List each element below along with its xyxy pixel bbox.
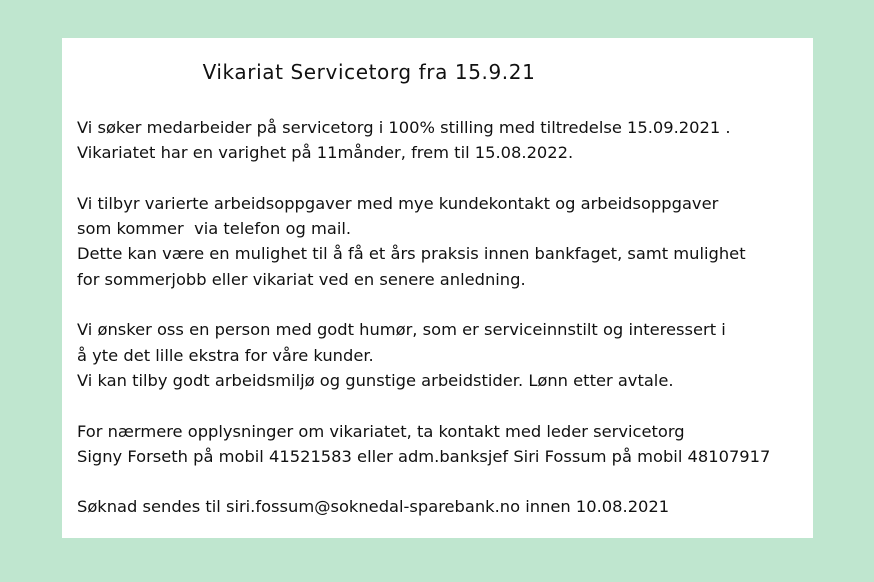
document-body (77, 115, 807, 520)
text-line: Vi søker medarbeider på servicetorg i 100% stilling med tiltredelse 15.09.2021 . (77, 118, 731, 137)
paragraph-gap (77, 469, 807, 494)
paragraph-application (77, 494, 807, 519)
paragraph-offer (77, 191, 807, 292)
paragraph-position (77, 115, 807, 166)
text-line: å yte det lille ekstra for våre kunder. (77, 345, 374, 365)
paragraph-gap (77, 393, 807, 418)
text-line: Vi kan tilby godt arbeidsmiljø og gunstige arbeidstider. Lønn etter avtale. (77, 370, 674, 390)
text-line: For nærmere opplysninger om vikariatet, ta kontakt med leder servicetorg (77, 421, 685, 441)
paragraph-gap (77, 292, 807, 317)
text-line: Dette kan være en mulighet til å få et års praksis innen bankfaget, samt mulighet (77, 244, 746, 264)
paragraph-contact (77, 419, 807, 470)
application-line: Søknad sendes til siri.fossum@soknedal-sparebank.no innen 10.08.2021 (77, 497, 670, 517)
document-title: Vikariat Servicetorg fra 15.9.21 (202, 60, 536, 84)
paragraph-gap (77, 166, 807, 191)
paragraph-candidate (77, 317, 807, 393)
text-line: Vi ønsker oss en person med godt humør, som er serviceinnstilt og interessert i (77, 320, 726, 340)
document-card (62, 38, 813, 538)
text-line: Vikariatet har en varighet på 11månder, frem til 15.08.2022. (77, 143, 574, 163)
text-line: Vi tilbyr varierte arbeidsoppgaver med mye kundekontakt og arbeidsoppgaver (77, 193, 719, 213)
text-line: for sommerjobb eller vikariat ved en senere anledning. (77, 269, 526, 289)
text-line: Signy Forseth på mobil 41521583 eller adm.banksjef Siri Fossum på mobil 48107917 (77, 446, 771, 466)
text-line: som kommer via telefon og mail. (77, 219, 352, 239)
